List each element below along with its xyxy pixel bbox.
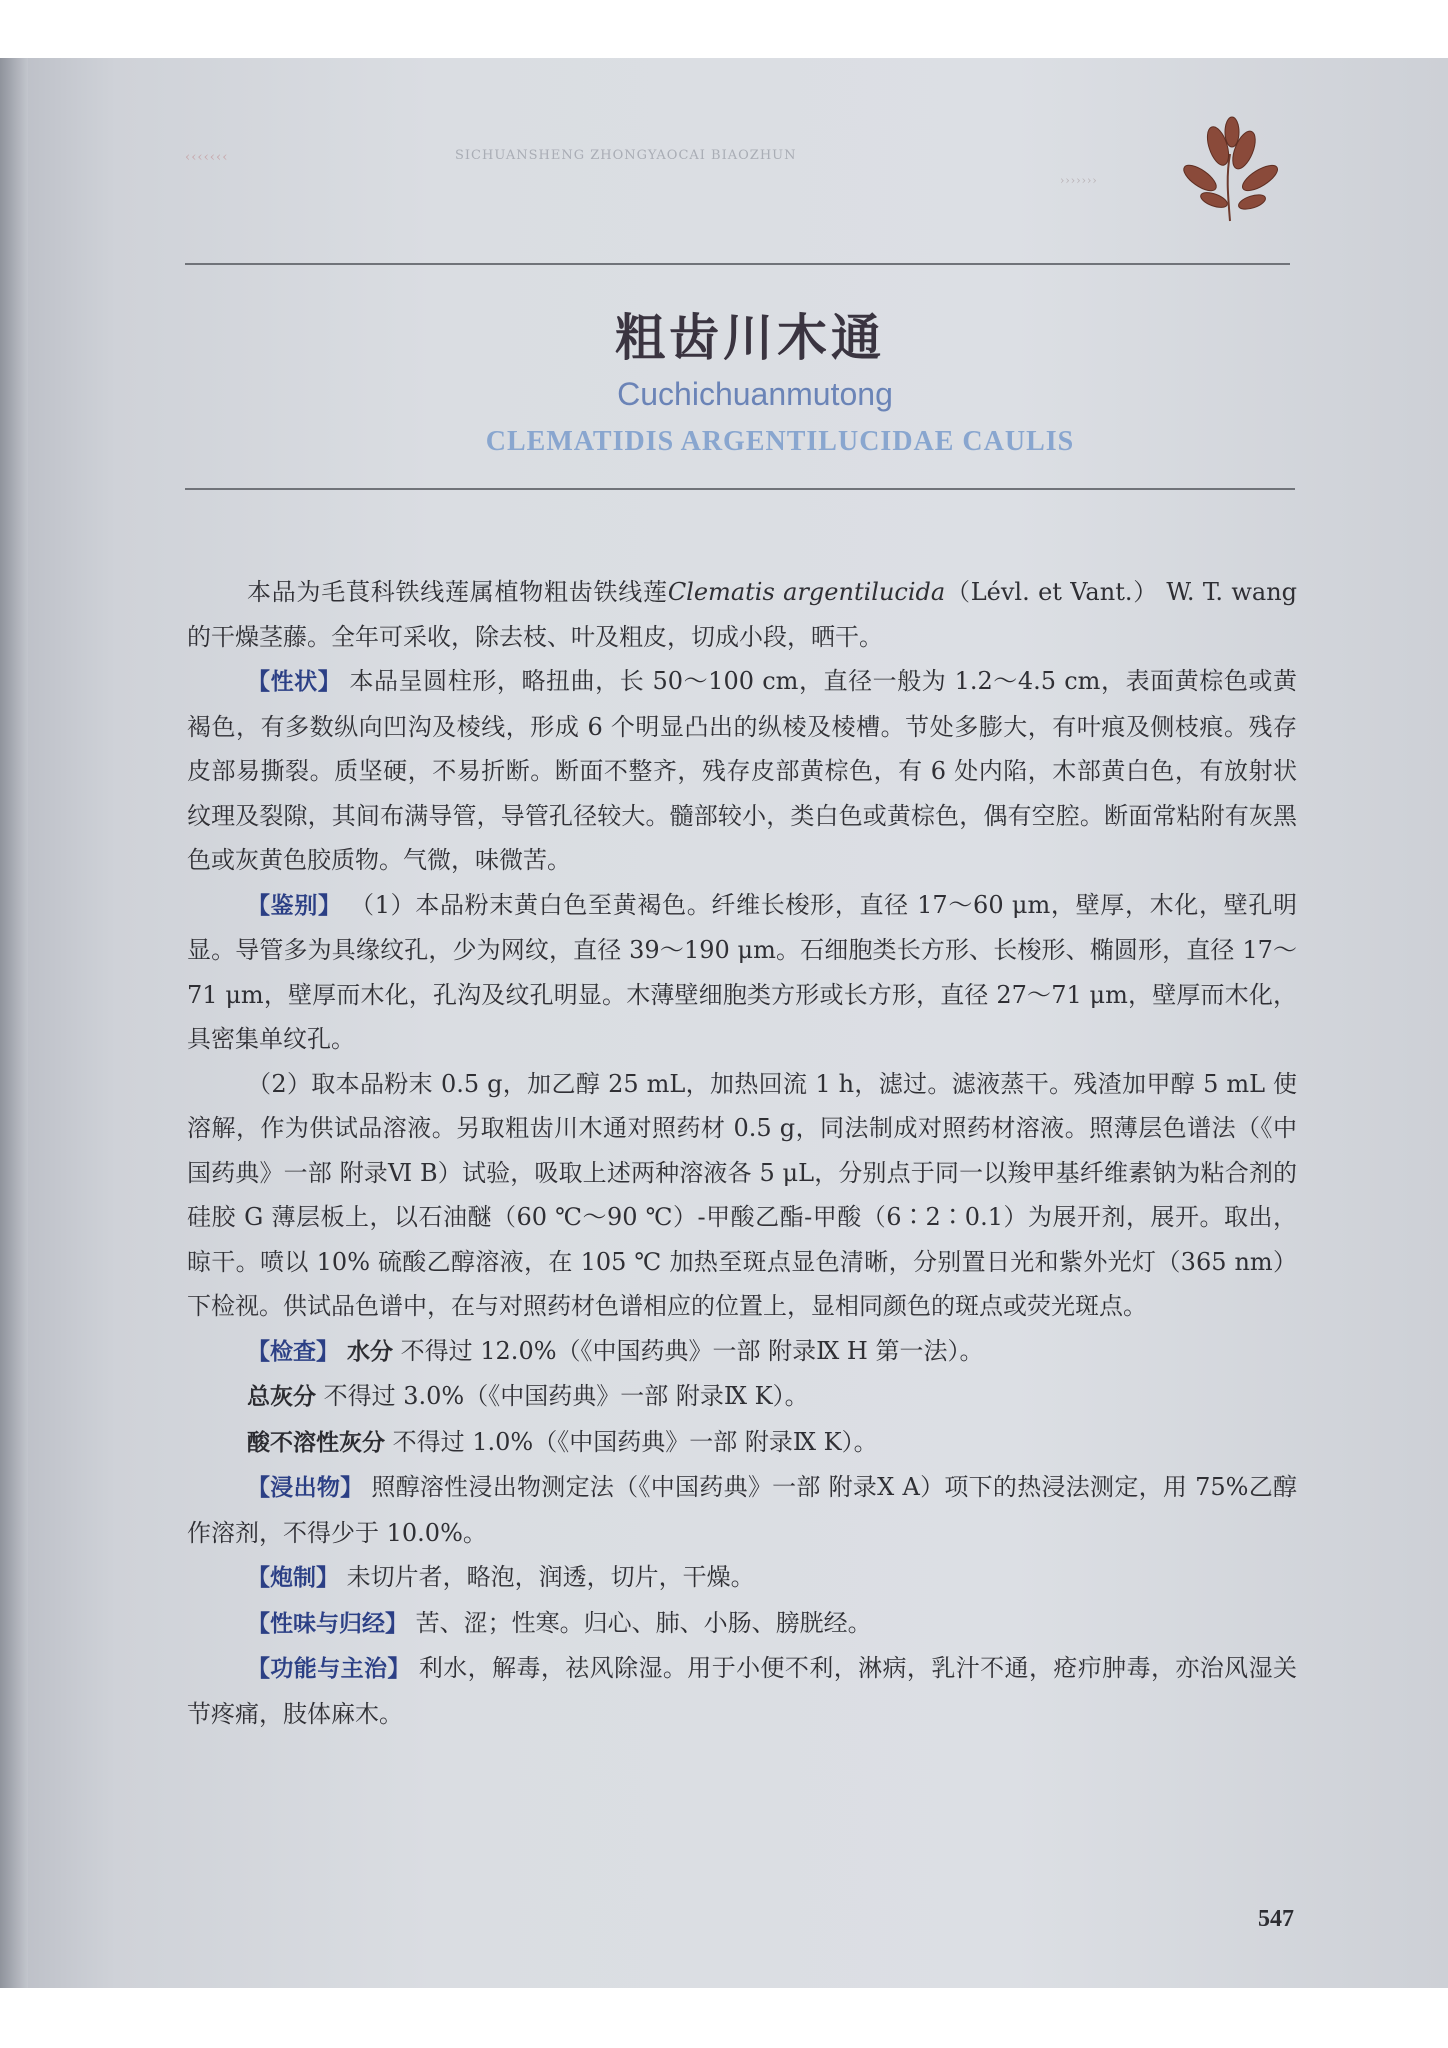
section-jiancha-water	[187, 1329, 1297, 1375]
label-gongneng: 【功能与主治】	[247, 1656, 411, 1682]
key-total-ash: 总灰分	[247, 1384, 316, 1410]
intro-paragraph	[187, 570, 1297, 659]
intro-after-species: （Lévl. et Vant.） W. T. wang的干燥茎藤。全年可采收，除去枝、叶及粗皮，切成小段，晒干。	[187, 578, 1298, 651]
text-total-ash: 不得过 3.0%（《中国药典》一部 附录Ⅸ K）。	[316, 1382, 809, 1410]
text-xingzhuang: 本品呈圆柱形，略扭曲，长 50～100 cm，直径一般为 1.2～4.5 cm，表面黄棕色或黄褐色，有多数纵向凹沟及棱线，形成 6 个明显凸出的纵棱及棱槽。节处多膨大，有叶痕及侧枝痕。残存皮部易撕裂。质坚硬，不易折断。断面不整齐，残存皮部黄棕色，有 6 处内陷，木部黄白色，有放射状纹理及裂隙，其间布满导管，导管孔径较大。髓部较小，类白色或黄棕色，偶有空腔。断面常粘附有灰黑色或灰黄色胶质物。气微，味微苦。	[187, 667, 1297, 874]
text-gongneng: 利水，解毒，祛风除湿。用于小便不利，淋病，乳汁不通，疮疖肿毒，亦治风湿关节疼痛，肢体麻木。	[187, 1654, 1297, 1728]
page-number: 547	[1258, 1906, 1294, 1932]
section-gongneng	[187, 1646, 1297, 1736]
label-xingzhuang: 【性状】	[247, 669, 342, 695]
section-jianbie-2	[187, 1062, 1297, 1329]
label-paozhi: 【炮制】	[247, 1565, 339, 1591]
section-jinchuwu	[187, 1465, 1297, 1555]
title-pinyin: Cuchichuanmutong	[617, 376, 893, 412]
label-jinchuwu: 【浸出物】	[247, 1475, 364, 1501]
divider-bottom	[185, 488, 1295, 490]
title-chinese: 粗齿川木通	[615, 309, 885, 367]
label-jiancha: 【检查】	[247, 1338, 339, 1365]
header-ornament-right: ›››››››	[1060, 174, 1098, 187]
title-latin: CLEMATIDIS ARGENTILUCIDAE CAULIS	[485, 426, 1075, 457]
header-ornament-left: ‹‹‹‹‹‹‹	[185, 150, 229, 165]
section-jianbie-1	[187, 883, 1297, 1062]
divider-top	[185, 263, 1290, 265]
section-jiancha-ash	[187, 1374, 1297, 1420]
section-xingwei	[187, 1601, 1297, 1647]
text-jianbie-1: （1）本品粉末黄白色至黄褐色。纤维长梭形，直径 17～60 μm，壁厚，木化，壁孔明显。导管多为具缘纹孔，少为网纹，直径 39～190 μm。石细胞类长方形、长梭形、椭圆形，直径 17～71 μm，壁厚而木化，孔沟及纹孔明显。木薄壁细胞类方形或长方形，直径 27～71 μm，壁厚而木化，具密集单纹孔。	[187, 890, 1298, 1053]
intro-before-species: 本品为毛茛科铁线莲属植物粗齿铁线莲	[247, 578, 668, 606]
book-spine-shadow	[0, 58, 28, 1988]
text-acid-ash: 不得过 1.0%（《中国药典》一部 附录Ⅸ K）。	[385, 1427, 878, 1456]
species-name: Clematis argentilucida	[667, 578, 946, 606]
text-paozhi: 未切片者，略泡，润透，切片，干燥。	[339, 1563, 755, 1591]
text-jianbie-2: （2）取本品粉末 0.5 g，加乙醇 25 mL，加热回流 1 h，滤过。滤液蒸干。残渣加甲醇 5 mL 使溶解，作为供试品溶液。另取粗齿川木通对照药材 0.5 g，同法制成对照药材溶液。照薄层色谱法（《中国药典》一部 附录Ⅵ B）试验，吸取上述两种溶液各 5 μL，分别点于同一以羧甲基纤维素钠为粘合剂的硅胶 G 薄层板上，以石油醚（60 ℃～90 ℃）-甲酸乙酯-甲酸（6∶2∶0.1）为展开剂，展开。取出，晾干。喷以 10% 硫酸乙醇溶液，在 105 ℃ 加热至斑点显色清晰，分别置日光和紫外光灯（365 nm）下检视。供试品色谱中，在与对照药材色谱相应的位置上，显相同颜色的斑点或荧光斑点。	[187, 1069, 1297, 1320]
running-head: SICHUANSHENG ZHONGYAOCAI BIAOZHUN	[455, 148, 797, 163]
text-xingwei: 苦、涩；性寒。归心、肺、小肠、膀胱经。	[408, 1608, 872, 1637]
monograph-body	[187, 570, 1297, 1736]
section-jiancha-acid-ash	[187, 1420, 1297, 1466]
text-jinchuwu: 照醇溶性浸出物测定法（《中国药典》一部 附录Ⅹ A）项下的热浸法测定，用 75%乙醇作溶剂，不得少于 10.0%。	[187, 1473, 1298, 1547]
label-xingwei: 【性味与归经】	[247, 1610, 408, 1637]
book-page	[0, 58, 1448, 1988]
leaf-ornament-icon	[1160, 116, 1290, 236]
label-jianbie: 【鉴别】	[247, 892, 342, 919]
text-water: 不得过 12.0%（《中国药典》一部 附录Ⅸ H 第一法）。	[393, 1336, 984, 1365]
section-paozhi	[187, 1555, 1297, 1601]
section-xingzhuang	[187, 659, 1297, 883]
key-water: 水分	[339, 1338, 394, 1365]
key-acid-ash: 酸不溶性灰分	[247, 1429, 385, 1456]
